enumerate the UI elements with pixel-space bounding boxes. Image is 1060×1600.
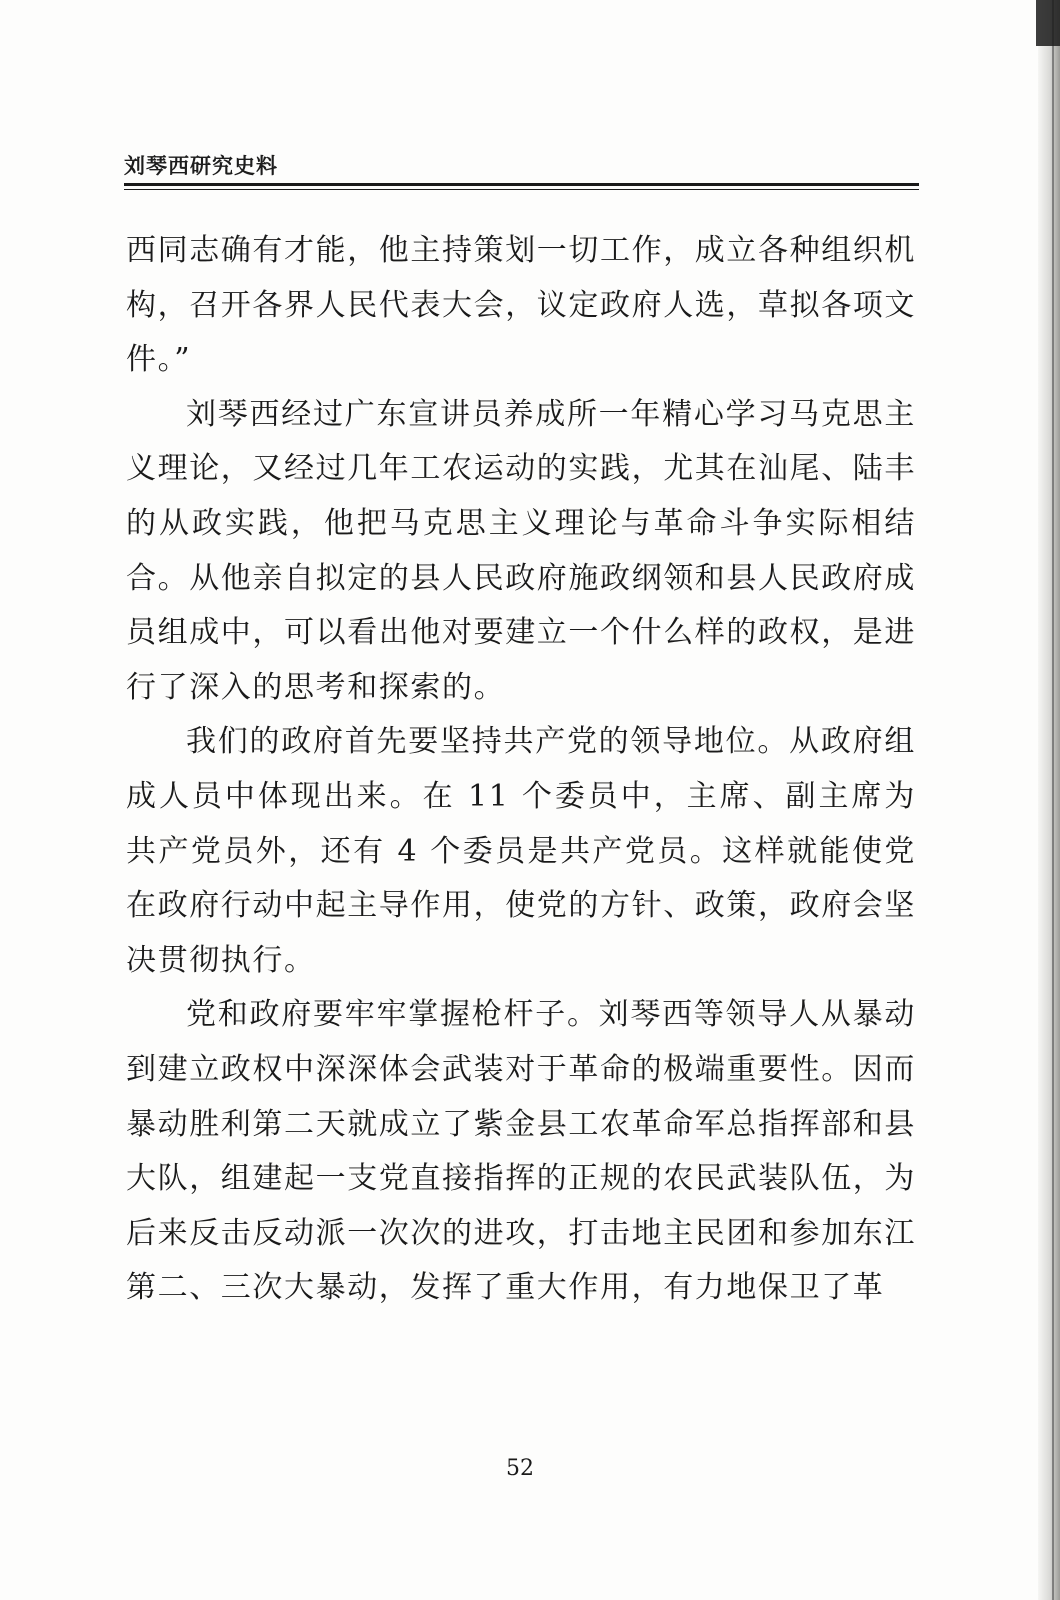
header-rule-thick	[124, 183, 919, 186]
paragraph-continued: 西同志确有才能，他主持策划一切工作，成立各种组织机构，召开各界人民代表大会，议定政府人选，草拟各项文件。”	[126, 233, 916, 378]
scan-corner-mark	[1036, 0, 1060, 46]
running-header-title: 刘琴西研究史料	[124, 154, 278, 178]
body-text	[126, 224, 916, 1316]
paragraph: 刘琴西经过广东宣讲员养成所一年精心学习马克思主义理论，又经过几年工农运动的实践，尤其在汕尾、陆丰的从政实践，他把马克思主义理论与革命斗争实际相结合。从他亲自拟定的县人民政府施政纲领和县人民政府成员组成中，可以看出他对要建立一个什么样的政权，是进行了深入的思考和探索的。	[126, 396, 916, 705]
scan-edge-shadow	[1038, 0, 1060, 1600]
paragraph: 我们的政府首先要坚持共产党的领导地位。从政府组成人员中体现出来。在 11 个委员中，主席、副主席为共产党员外，还有 4 个委员是共产党员。这样就能使党在政府行动中起主导作用，使党的方针、政策，政府会坚决贯彻执行。	[126, 724, 916, 978]
page-number: 52	[506, 1456, 534, 1481]
paragraph: 党和政府要牢牢掌握枪杆子。刘琴西等领导人从暴动到建立政权中深深体会武装对于革命的极端重要性。因而暴动胜利第二天就成立了紫金县工农革命军总指挥部和县大队，组建起一支党直接指挥的正规的农民武装队伍，为后来反击反动派一次次的进攻，打击地主民团和参加东江第二、三次大暴动，发挥了重大作用，有力地保卫了革	[126, 997, 916, 1306]
scan-edge-line	[1052, 0, 1054, 1600]
header-rule-thin	[124, 189, 919, 190]
